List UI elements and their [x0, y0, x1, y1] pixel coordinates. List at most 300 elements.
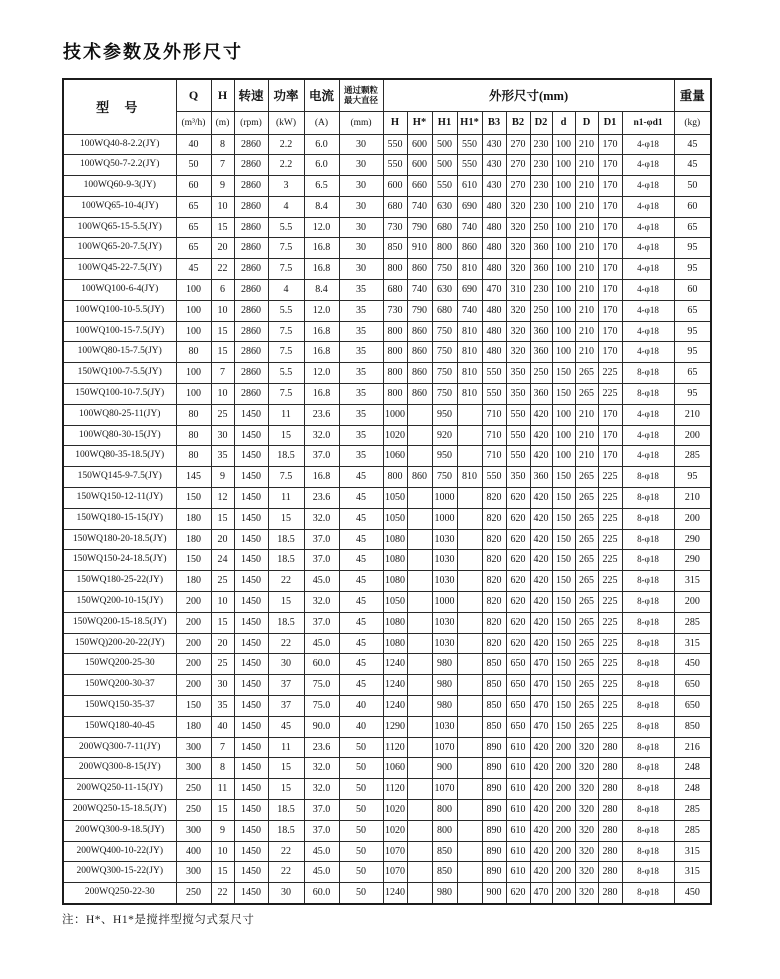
value-cell — [457, 758, 482, 779]
value-cell: 620 — [506, 612, 530, 633]
value-cell: 35 — [211, 446, 234, 467]
value-cell: 265 — [575, 696, 598, 717]
value-cell: 150 — [176, 488, 211, 509]
value-cell: 170 — [598, 342, 622, 363]
value-cell: 820 — [482, 612, 506, 633]
value-cell: 420 — [530, 841, 552, 862]
value-cell: 740 — [407, 280, 432, 301]
value-cell: 15 — [211, 612, 234, 633]
value-cell: 420 — [530, 612, 552, 633]
bolt-cell: 8-φ18 — [622, 633, 674, 654]
bolt-cell: 8-φ18 — [622, 820, 674, 841]
value-cell: 320 — [575, 862, 598, 883]
value-cell: 37.0 — [304, 820, 339, 841]
bolt-cell: 8-φ18 — [622, 841, 674, 862]
value-cell: 420 — [530, 592, 552, 613]
value-cell: 480 — [482, 259, 506, 280]
bolt-cell: 8-φ18 — [622, 675, 674, 696]
value-cell: 620 — [506, 633, 530, 654]
value-cell: 850 — [674, 716, 711, 737]
table-row — [63, 134, 711, 155]
value-cell: 150 — [552, 550, 575, 571]
model-cell: 150WQ100-10-7.5(JY) — [63, 384, 176, 405]
value-cell: 320 — [575, 737, 598, 758]
value-cell: 420 — [530, 488, 552, 509]
bolt-cell: 8-φ18 — [622, 800, 674, 821]
bolt-cell: 4-φ18 — [622, 196, 674, 217]
value-cell: 850 — [432, 841, 457, 862]
value-cell: 1050 — [383, 488, 407, 509]
value-cell: 5.5 — [268, 217, 304, 238]
value-cell: 1070 — [383, 841, 407, 862]
value-cell: 1450 — [234, 467, 268, 488]
value-cell: 740 — [407, 196, 432, 217]
value-cell: 820 — [482, 592, 506, 613]
value-cell: 225 — [598, 488, 622, 509]
value-cell: 45 — [339, 550, 383, 571]
value-cell: 630 — [432, 196, 457, 217]
value-cell: 1070 — [432, 737, 457, 758]
value-cell — [457, 612, 482, 633]
value-cell: 2860 — [234, 238, 268, 259]
value-cell: 980 — [432, 654, 457, 675]
value-cell: 1080 — [383, 633, 407, 654]
model-cell: 200WQ300-7-11(JY) — [63, 737, 176, 758]
value-cell: 2860 — [234, 155, 268, 176]
model-cell: 100WQ100-10-5.5(JY) — [63, 300, 176, 321]
value-cell: 1450 — [234, 696, 268, 717]
value-cell: 420 — [530, 633, 552, 654]
model-cell: 100WQ60-9-3(JY) — [63, 176, 176, 197]
value-cell: 650 — [674, 675, 711, 696]
value-cell: 1240 — [383, 675, 407, 696]
value-cell: 230 — [530, 176, 552, 197]
value-cell: 170 — [598, 259, 622, 280]
value-cell: 35 — [339, 404, 383, 425]
value-cell: 1450 — [234, 488, 268, 509]
value-cell: 170 — [598, 217, 622, 238]
value-cell: 7.5 — [268, 321, 304, 342]
value-cell: 80 — [176, 425, 211, 446]
model-cell: 200WQ250-15-18.5(JY) — [63, 800, 176, 821]
value-cell: 150 — [552, 612, 575, 633]
value-cell: 860 — [407, 342, 432, 363]
value-cell: 1030 — [432, 571, 457, 592]
unit-weight: (kg) — [674, 111, 711, 134]
value-cell: 225 — [598, 633, 622, 654]
value-cell: 620 — [506, 508, 530, 529]
value-cell: 290 — [674, 529, 711, 550]
value-cell: 50 — [339, 883, 383, 904]
value-cell: 75.0 — [304, 675, 339, 696]
value-cell: 1450 — [234, 612, 268, 633]
value-cell: 65 — [674, 300, 711, 321]
value-cell: 550 — [432, 176, 457, 197]
value-cell — [457, 800, 482, 821]
value-cell: 100 — [552, 155, 575, 176]
value-cell: 1240 — [383, 883, 407, 904]
value-cell: 950 — [432, 404, 457, 425]
value-cell: 200 — [674, 508, 711, 529]
value-cell: 225 — [598, 550, 622, 571]
value-cell: 200 — [176, 633, 211, 654]
value-cell: 225 — [598, 716, 622, 737]
value-cell: 18.5 — [268, 820, 304, 841]
value-cell: 1080 — [383, 612, 407, 633]
value-cell: 50 — [339, 800, 383, 821]
value-cell — [407, 529, 432, 550]
value-cell: 30 — [339, 217, 383, 238]
value-cell: 100 — [176, 300, 211, 321]
table-row — [63, 654, 711, 675]
value-cell: 170 — [598, 155, 622, 176]
value-cell: 100 — [552, 259, 575, 280]
value-cell: 200 — [552, 862, 575, 883]
value-cell: 180 — [176, 571, 211, 592]
value-cell: 550 — [457, 134, 482, 155]
value-cell: 860 — [407, 363, 432, 384]
value-cell: 6.5 — [304, 176, 339, 197]
value-cell: 32.0 — [304, 425, 339, 446]
value-cell: 7 — [211, 363, 234, 384]
value-cell: 16.8 — [304, 238, 339, 259]
value-cell: 320 — [575, 820, 598, 841]
value-cell: 35 — [339, 342, 383, 363]
value-cell — [407, 820, 432, 841]
value-cell: 610 — [506, 862, 530, 883]
table-row — [63, 176, 711, 197]
value-cell: 660 — [407, 176, 432, 197]
value-cell: 810 — [457, 467, 482, 488]
value-cell: 9 — [211, 820, 234, 841]
value-cell: 100 — [552, 176, 575, 197]
value-cell: 480 — [482, 196, 506, 217]
value-cell: 20 — [211, 633, 234, 654]
value-cell: 1020 — [383, 425, 407, 446]
value-cell: 1000 — [383, 404, 407, 425]
dim-header-H1star: H1* — [457, 111, 482, 134]
value-cell: 1020 — [383, 820, 407, 841]
value-cell: 30 — [339, 176, 383, 197]
value-cell — [457, 841, 482, 862]
value-cell: 95 — [674, 238, 711, 259]
value-cell: 10 — [211, 196, 234, 217]
value-cell: 200 — [176, 675, 211, 696]
header-particle-line1: 通过颗粒 — [343, 85, 378, 96]
value-cell — [407, 404, 432, 425]
value-cell — [457, 696, 482, 717]
value-cell: 25 — [211, 404, 234, 425]
value-cell: 850 — [482, 716, 506, 737]
value-cell — [407, 488, 432, 509]
value-cell: 1050 — [383, 592, 407, 613]
value-cell: 420 — [530, 508, 552, 529]
value-cell: 37 — [268, 675, 304, 696]
value-cell: 170 — [598, 134, 622, 155]
value-cell: 860 — [407, 259, 432, 280]
value-cell: 1450 — [234, 404, 268, 425]
model-cell: 100WQ80-25-11(JY) — [63, 404, 176, 425]
value-cell: 11 — [268, 488, 304, 509]
value-cell: 15 — [211, 862, 234, 883]
value-cell — [457, 883, 482, 904]
model-cell: 150WQ)200-20-22(JY) — [63, 633, 176, 654]
value-cell: 320 — [506, 217, 530, 238]
value-cell: 15 — [268, 779, 304, 800]
value-cell: 30 — [339, 155, 383, 176]
value-cell: 200 — [552, 758, 575, 779]
value-cell: 430 — [482, 155, 506, 176]
value-cell: 320 — [575, 841, 598, 862]
value-cell — [407, 758, 432, 779]
value-cell: 16.8 — [304, 321, 339, 342]
table-row — [63, 675, 711, 696]
value-cell: 150 — [552, 529, 575, 550]
value-cell: 60 — [674, 196, 711, 217]
unit-current: (A) — [304, 111, 339, 134]
dim-header-D: D — [575, 111, 598, 134]
value-cell: 150 — [552, 384, 575, 405]
value-cell: 750 — [432, 321, 457, 342]
model-cell: 100WQ50-7-2.2(JY) — [63, 155, 176, 176]
value-cell: 150 — [552, 592, 575, 613]
value-cell: 250 — [176, 779, 211, 800]
value-cell: 45 — [674, 155, 711, 176]
model-cell: 100WQ40-8-2.2(JY) — [63, 134, 176, 155]
value-cell: 30 — [211, 425, 234, 446]
value-cell: 1060 — [383, 446, 407, 467]
value-cell: 610 — [506, 800, 530, 821]
value-cell: 265 — [575, 716, 598, 737]
value-cell: 285 — [674, 446, 711, 467]
value-cell: 350 — [506, 363, 530, 384]
value-cell: 22 — [211, 883, 234, 904]
bolt-cell: 8-φ18 — [622, 363, 674, 384]
value-cell: 18.5 — [268, 446, 304, 467]
value-cell: 16.8 — [304, 467, 339, 488]
value-cell: 710 — [482, 446, 506, 467]
value-cell: 35 — [339, 280, 383, 301]
value-cell: 200 — [176, 654, 211, 675]
bolt-cell: 8-φ18 — [622, 612, 674, 633]
value-cell: 22 — [268, 841, 304, 862]
value-cell: 850 — [432, 862, 457, 883]
header-flow: Q — [176, 79, 211, 111]
dim-header-H1: H1 — [432, 111, 457, 134]
value-cell: 1240 — [383, 654, 407, 675]
table-row — [63, 425, 711, 446]
model-cell: 100WQ65-20-7.5(JY) — [63, 238, 176, 259]
value-cell: 1020 — [383, 800, 407, 821]
value-cell: 37.0 — [304, 550, 339, 571]
value-cell: 225 — [598, 508, 622, 529]
value-cell — [457, 633, 482, 654]
value-cell: 45 — [339, 488, 383, 509]
value-cell: 320 — [575, 758, 598, 779]
value-cell: 650 — [506, 675, 530, 696]
value-cell: 980 — [432, 696, 457, 717]
value-cell: 170 — [598, 446, 622, 467]
value-cell: 150 — [552, 508, 575, 529]
value-cell: 320 — [575, 800, 598, 821]
value-cell: 290 — [674, 550, 711, 571]
value-cell: 360 — [530, 384, 552, 405]
dim-header-D1: D1 — [598, 111, 622, 134]
value-cell: 680 — [383, 280, 407, 301]
value-cell: 550 — [383, 155, 407, 176]
table-row — [63, 363, 711, 384]
value-cell: 1450 — [234, 716, 268, 737]
unit-power: (kW) — [268, 111, 304, 134]
value-cell: 800 — [383, 363, 407, 384]
value-cell: 420 — [530, 800, 552, 821]
value-cell: 170 — [598, 176, 622, 197]
value-cell: 600 — [407, 155, 432, 176]
value-cell: 680 — [432, 300, 457, 321]
table-header — [63, 79, 711, 134]
value-cell: 600 — [407, 134, 432, 155]
bolt-cell: 8-φ18 — [622, 508, 674, 529]
value-cell: 45 — [339, 633, 383, 654]
table-row — [63, 612, 711, 633]
value-cell: 50 — [176, 155, 211, 176]
value-cell: 100 — [552, 238, 575, 259]
dim-header-H: H — [383, 111, 407, 134]
value-cell: 230 — [530, 155, 552, 176]
value-cell: 1450 — [234, 675, 268, 696]
value-cell: 610 — [506, 758, 530, 779]
value-cell: 360 — [530, 467, 552, 488]
value-cell: 900 — [432, 758, 457, 779]
bolt-cell: 8-φ18 — [622, 488, 674, 509]
value-cell: 100 — [552, 404, 575, 425]
value-cell: 265 — [575, 467, 598, 488]
value-cell: 2860 — [234, 342, 268, 363]
value-cell: 210 — [575, 280, 598, 301]
value-cell — [457, 737, 482, 758]
value-cell: 37.0 — [304, 612, 339, 633]
value-cell: 710 — [482, 425, 506, 446]
value-cell — [457, 592, 482, 613]
value-cell: 690 — [457, 196, 482, 217]
value-cell: 820 — [482, 529, 506, 550]
bolt-cell: 4-φ18 — [622, 176, 674, 197]
model-cell: 150WQ150-24-18.5(JY) — [63, 550, 176, 571]
model-cell: 100WQ80-30-15(JY) — [63, 425, 176, 446]
value-cell: 1120 — [383, 737, 407, 758]
value-cell: 1000 — [432, 488, 457, 509]
value-cell: 100 — [552, 342, 575, 363]
value-cell: 170 — [598, 300, 622, 321]
value-cell: 270 — [506, 134, 530, 155]
value-cell: 150 — [552, 571, 575, 592]
table-row — [63, 321, 711, 342]
value-cell: 65 — [674, 217, 711, 238]
table-row — [63, 529, 711, 550]
dim-header-d: d — [552, 111, 575, 134]
value-cell: 280 — [598, 820, 622, 841]
value-cell: 210 — [575, 196, 598, 217]
value-cell: 22 — [268, 633, 304, 654]
value-cell: 15 — [211, 321, 234, 342]
value-cell: 420 — [530, 779, 552, 800]
value-cell: 1080 — [383, 550, 407, 571]
value-cell: 650 — [506, 716, 530, 737]
value-cell: 810 — [457, 342, 482, 363]
table-row — [63, 820, 711, 841]
value-cell: 300 — [176, 820, 211, 841]
value-cell: 18.5 — [268, 800, 304, 821]
value-cell: 50 — [339, 737, 383, 758]
value-cell: 265 — [575, 633, 598, 654]
value-cell: 1450 — [234, 820, 268, 841]
bolt-cell: 4-φ18 — [622, 300, 674, 321]
value-cell: 265 — [575, 592, 598, 613]
value-cell: 23.6 — [304, 737, 339, 758]
value-cell: 45 — [339, 592, 383, 613]
bolt-cell: 4-φ18 — [622, 259, 674, 280]
value-cell: 850 — [482, 654, 506, 675]
value-cell: 30 — [339, 134, 383, 155]
value-cell: 11 — [268, 404, 304, 425]
value-cell: 890 — [482, 779, 506, 800]
value-cell: 7.5 — [268, 384, 304, 405]
model-cell: 150WQ180-15-15(JY) — [63, 508, 176, 529]
value-cell: 10 — [211, 841, 234, 862]
value-cell: 45 — [339, 508, 383, 529]
value-cell: 550 — [506, 425, 530, 446]
value-cell: 15 — [268, 425, 304, 446]
value-cell: 65 — [674, 363, 711, 384]
value-cell: 800 — [383, 342, 407, 363]
value-cell: 360 — [530, 321, 552, 342]
value-cell: 210 — [575, 155, 598, 176]
value-cell: 6.0 — [304, 134, 339, 155]
model-cell: 100WQ80-15-7.5(JY) — [63, 342, 176, 363]
value-cell: 315 — [674, 841, 711, 862]
value-cell: 60 — [674, 280, 711, 301]
value-cell: 320 — [506, 196, 530, 217]
value-cell: 300 — [176, 737, 211, 758]
value-cell: 250 — [530, 363, 552, 384]
header-head: H — [211, 79, 234, 111]
value-cell — [407, 800, 432, 821]
value-cell: 15 — [211, 800, 234, 821]
bolt-cell: 8-φ18 — [622, 467, 674, 488]
table-row — [63, 488, 711, 509]
value-cell: 550 — [482, 467, 506, 488]
value-cell: 360 — [530, 238, 552, 259]
value-cell: 630 — [432, 280, 457, 301]
value-cell: 210 — [575, 404, 598, 425]
table-row — [63, 737, 711, 758]
table-row — [63, 633, 711, 654]
value-cell: 37.0 — [304, 800, 339, 821]
value-cell: 1060 — [383, 758, 407, 779]
value-cell: 100 — [176, 363, 211, 384]
value-cell: 16.8 — [304, 342, 339, 363]
value-cell: 890 — [482, 737, 506, 758]
value-cell: 210 — [575, 176, 598, 197]
value-cell: 216 — [674, 737, 711, 758]
value-cell: 470 — [530, 696, 552, 717]
value-cell: 45.0 — [304, 862, 339, 883]
value-cell: 15 — [211, 508, 234, 529]
value-cell: 280 — [598, 883, 622, 904]
model-cell: 100WQ65-15-5.5(JY) — [63, 217, 176, 238]
value-cell: 810 — [457, 259, 482, 280]
model-cell: 150WQ150-12-11(JY) — [63, 488, 176, 509]
